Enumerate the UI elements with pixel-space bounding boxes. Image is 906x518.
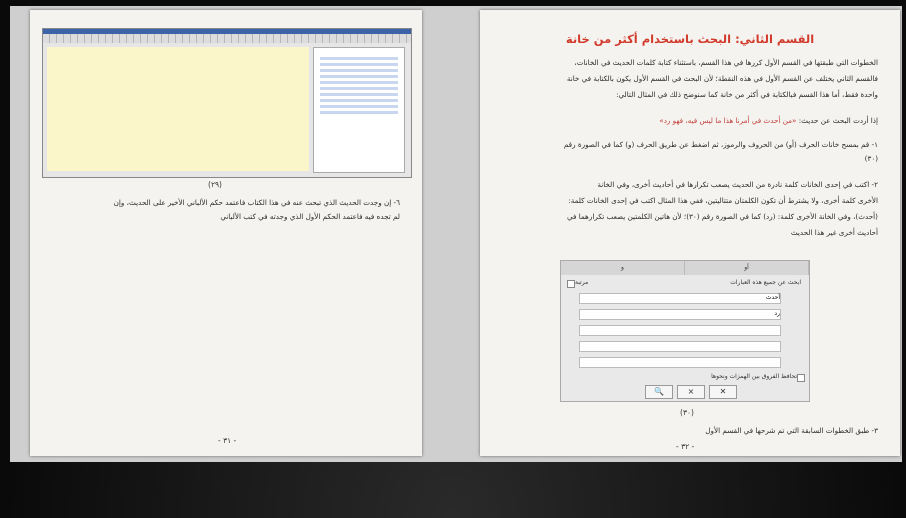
right-page-number: - ٣٢ - xyxy=(676,442,695,451)
step-2d: أحاديث أخرى غير هذا الحديث xyxy=(790,228,878,237)
example-line xyxy=(498,114,878,128)
search-button[interactable]: 🔍 xyxy=(645,385,673,399)
step-1: ١- قم بمسح خانات الحرف (أو) من الحروف والرموز، ثم اضغط عن طريق الحرف (و) كما في الصورة رقم xyxy=(563,140,878,149)
tab-and[interactable]: و xyxy=(561,261,685,275)
search-field-4[interactable] xyxy=(579,341,781,352)
search-dialog-figure xyxy=(560,260,810,402)
figure-caption-right: (٣٠) xyxy=(680,408,694,417)
section-heading: القسم الثاني: البحث باستخدام أكثر من خانة xyxy=(565,32,815,46)
search-field-3[interactable] xyxy=(579,325,781,336)
step-2b: الأخرى كلمة أخرى، ولا يشترط أن تكون الكلمتان متتاليتين، ففي هذا المثال اكتب في إحدى الخانات كلمة: xyxy=(568,196,878,205)
preserve-hamza-label: تحافظ الفروق بين الهمزات ونحوها xyxy=(711,373,797,380)
tab-or[interactable]: أو xyxy=(685,261,809,275)
app-screenshot-figure xyxy=(42,28,412,178)
app-content-panel xyxy=(47,47,309,171)
clear-button[interactable]: × xyxy=(677,385,705,399)
app-side-list xyxy=(320,54,398,114)
left-page xyxy=(30,10,422,456)
app-content-line-highlight xyxy=(47,55,309,63)
right-paragraph-1c: واحدة فقط، أما هذا القسم فبالكتابة في أكثر من خانة كما سنوضح ذلك في المثال التالي: xyxy=(616,90,878,99)
left-paragraph-1: ٦- إن وجدت الحديث الذي تبحث عنه في هذا الكتاب فاعتمد حكم الألباني الأخير على الحديث، وإن xyxy=(113,198,400,207)
left-paragraph-1b: لم تجده فيه فاعتمد الحكم الأول الذي وجدته في كتب الألباني xyxy=(220,212,400,221)
right-page xyxy=(480,10,900,456)
app-content-line xyxy=(47,71,309,79)
search-field-2[interactable]: رد xyxy=(579,309,781,320)
close-button[interactable]: ✕ xyxy=(709,385,737,399)
app-side-panel xyxy=(313,47,405,173)
figure-caption-left: (٢٩) xyxy=(208,180,222,189)
app-content-line xyxy=(47,79,309,87)
step-2: ٢- اكتب في إحدى الخانات كلمة نادرة من الحديث يصعب تكرارها في أحاديث أخرى، وفي الخانة xyxy=(597,180,878,189)
app-toolbar xyxy=(43,34,411,43)
search-all-label: ابحث عن جميع هذه العبارات xyxy=(730,279,801,286)
app-content-line xyxy=(47,63,309,71)
step-1-number: (٣٠) xyxy=(864,154,878,163)
monitor-screen xyxy=(10,6,902,462)
right-paragraph-1: الخطوات التي طبقتها في القسم الأول كررها في هذا القسم، باستثناء كتابة كلمات الحديث في الخانات، xyxy=(574,58,878,67)
search-field-5[interactable] xyxy=(579,357,781,368)
example-hadith: «من أحدث في أمرنا هذا ما ليس فيه، فهو رد» xyxy=(659,116,797,125)
dialog-tabs xyxy=(561,261,809,275)
ordered-label: مرتبة xyxy=(575,279,589,286)
preserve-hamza-checkbox[interactable] xyxy=(797,374,805,382)
app-content-line xyxy=(47,47,309,55)
search-field-1[interactable]: أحدث xyxy=(579,293,781,304)
left-page-number: - ٣١ - xyxy=(218,436,237,445)
right-paragraph-1b: فالقسم الثاني يختلف عن القسم الأول في هذه النقطة؛ لأن البحث في القسم الأول يكون بالكتابة في خانة xyxy=(566,74,878,83)
example-prefix: إذا أردت البحث عن حديث: xyxy=(798,116,878,125)
step-3: ٣- طبق الخطوات السابقة التي تم شرحها في القسم الأول xyxy=(705,426,878,435)
step-2c: (أحدث)، وفي الخانة الأخرى كلمة: (رد) كما في الصورة رقم (٣٠)؛ لأن هاتين الكلمتين يصعب تكرارهما في xyxy=(567,212,878,221)
ordered-checkbox[interactable] xyxy=(567,280,575,288)
